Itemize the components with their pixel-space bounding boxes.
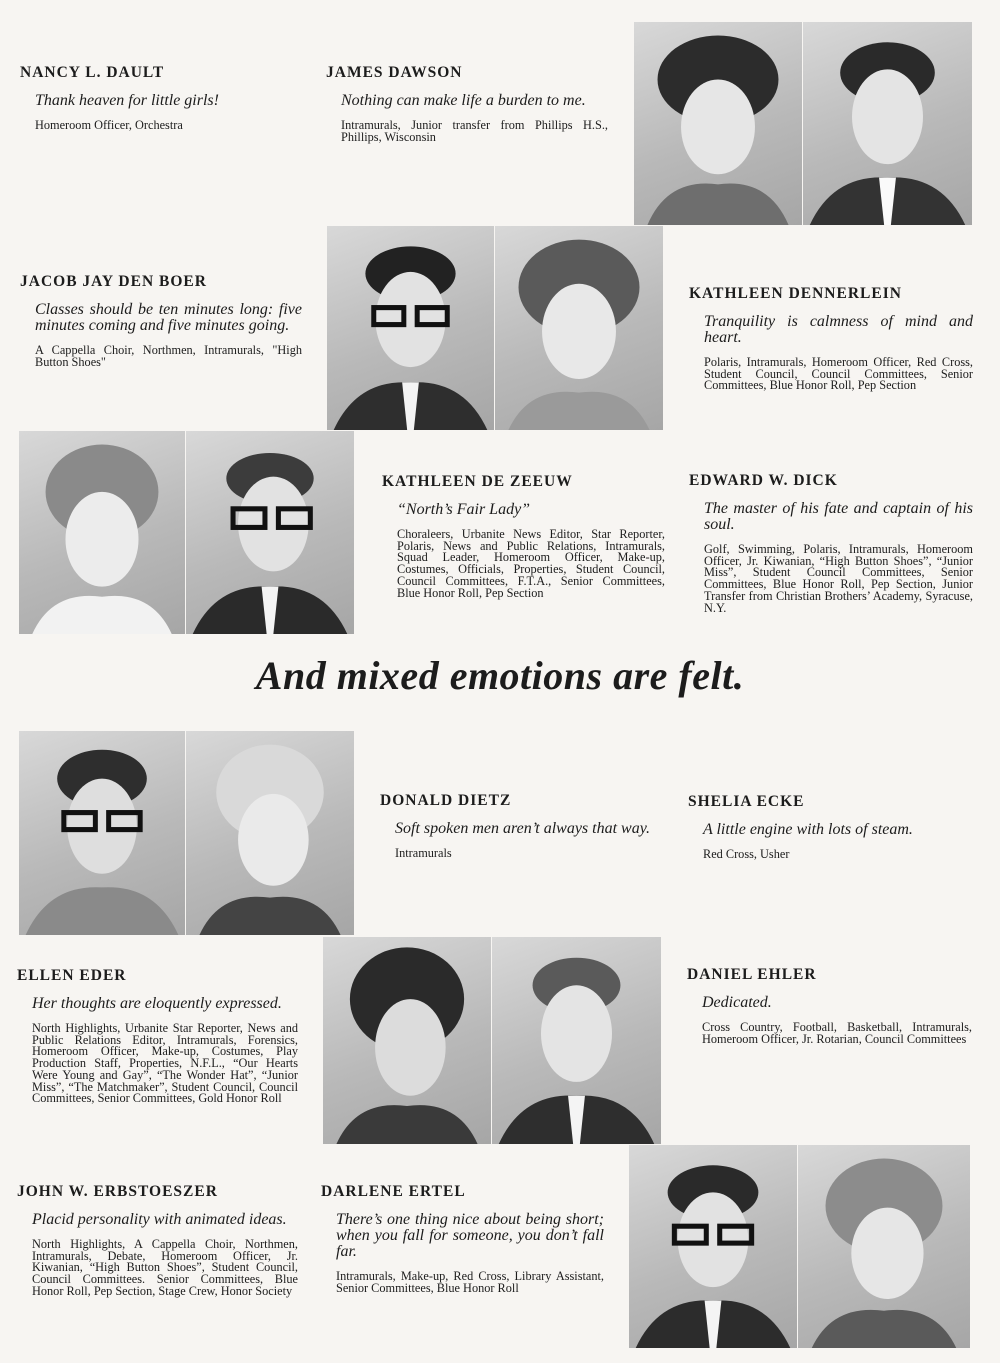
student-activities: Red Cross, Usher	[703, 847, 790, 861]
student-quote: Soft spoken men aren’t always that way.	[395, 820, 650, 837]
student-entry-shelia-ecke	[688, 793, 972, 861]
student-activities: A Cappella Choir, Northmen, Intramurals, "High Button Shoes"	[35, 343, 302, 369]
portrait-photo-ellen-eder	[323, 937, 491, 1144]
student-name: DANIEL EHLER	[687, 966, 817, 983]
student-entry-edward-dick	[689, 472, 973, 614]
student-name: JAMES DAWSON	[326, 64, 463, 81]
portrait-photo-shelia-ecke	[186, 731, 354, 935]
student-activities: Golf, Swimming, Polaris, Intramurals, Homeroom Officer, Jr. Kiwanian, “High Button Shoes”, “Junior Miss”, Student Council Committees, Senior Committees, Blue Honor Roll, Pep Section, Junior Transfer from Christian Brothers’ Academy, Syracuse, N.Y.	[704, 542, 973, 615]
student-name: EDWARD W. DICK	[689, 472, 838, 489]
page-headline: And mixed emotions are felt.	[255, 653, 745, 698]
student-activities: Intramurals, Junior transfer from Phillips H.S., Phillips, Wisconsin	[341, 118, 608, 144]
student-entry-james-dawson	[326, 64, 608, 143]
portrait-photo-edward-dick	[186, 431, 354, 634]
portrait-photo-kathleen-dennerlein	[495, 226, 663, 430]
student-entry-jacob-den-boer	[20, 273, 302, 368]
student-activities: Choraleers, Urbanite News Editor, Star Reporter, Polaris, News and Public Relations, Intramurals, Squad Leader, Homeroom Officer, Make-up, Costumes, Officials, Properties, Student Council, Council Committees, F.T.A., Senior Committees, Blue Honor Roll, Pep Section	[397, 527, 665, 600]
student-quote: Placid personality with animated ideas.	[32, 1211, 287, 1228]
student-entry-kathleen-dennerlein	[689, 285, 973, 392]
student-name: NANCY L. DAULT	[20, 64, 165, 81]
student-activities: Polaris, Intramurals, Homeroom Officer, Red Cross, Student Council, Council Committees, Senior Committees, Blue Honor Roll, Pep Section	[704, 355, 973, 393]
portrait-photo-jacob-den-boer	[327, 226, 494, 430]
student-name: KATHLEEN DE ZEEUW	[382, 473, 573, 490]
student-entry-nancy-dault	[20, 64, 305, 132]
student-name: KATHLEEN DENNERLEIN	[689, 285, 902, 302]
student-quote: Nothing can make life a burden to me.	[341, 92, 586, 109]
student-quote: Dedicated.	[702, 994, 772, 1011]
student-quote: Her thoughts are eloquently expressed.	[32, 995, 282, 1012]
student-entry-donald-dietz	[380, 792, 663, 860]
student-name: JOHN W. ERBSTOESZER	[17, 1183, 218, 1200]
portrait-photo-nancy-dault	[634, 22, 802, 225]
student-entry-kathleen-de-zeeuw	[382, 473, 665, 599]
student-activities: North Highlights, Urbanite Star Reporter, News and Public Relations Editor, Intramurals, Forensics, Homeroom Officer, Make-up, Costumes, Play Production Staff, Properties, N.F.L., “Our Hearts Were Young and Gay”, “The Wonder Hat”, “Junior Miss”, “The Matchmaker”, Student Council, Council Committees, Senior Committees, Gold Honor Roll	[32, 1021, 298, 1106]
portrait-photo-james-dawson	[803, 22, 972, 225]
student-entry-john-erbstoeszer	[17, 1183, 298, 1298]
student-name: SHELIA ECKE	[688, 793, 805, 810]
portrait-photo-donald-dietz	[19, 731, 185, 935]
student-activities: Cross Country, Football, Basketball, Intramurals, Homeroom Officer, Jr. Rotarian, Council Committees	[702, 1020, 972, 1046]
student-quote: There’s one thing nice about being short; when you fall for someone, you don’t fall far.	[336, 1211, 604, 1260]
student-activities: Homeroom Officer, Orchestra	[35, 118, 183, 132]
student-activities: Intramurals, Make-up, Red Cross, Library Assistant, Senior Committees, Blue Honor Roll	[336, 1269, 604, 1295]
student-name: DONALD DIETZ	[380, 792, 512, 809]
student-quote: Classes should be ten minutes long: five minutes coming and five minutes going.	[35, 301, 302, 334]
student-quote: “North’s Fair Lady”	[397, 501, 531, 518]
student-quote: Thank heaven for little girls!	[35, 92, 219, 109]
portrait-photo-john-erbstoeszer	[629, 1145, 797, 1348]
student-quote: A little engine with lots of steam.	[703, 821, 913, 838]
student-entry-ellen-eder	[17, 967, 298, 1105]
student-entry-daniel-ehler	[687, 966, 972, 1045]
student-quote: The master of his fate and captain of his soul.	[704, 500, 973, 533]
portrait-photo-darlene-ertel	[798, 1145, 970, 1348]
student-quote: Tranquility is calmness of mind and heart.	[704, 313, 973, 346]
student-name: JACOB JAY DEN BOER	[20, 273, 207, 290]
student-name: ELLEN EDER	[17, 967, 127, 984]
student-activities: North Highlights, A Cappella Choir, Northmen, Intramurals, Debate, Homeroom Officer, Jr. Kiwanian, “High Button Shoes”, Student Council, Council Committees. Senior Committees, Blue Honor Roll, Pep Section, Stage Crew, Honor Society	[32, 1237, 298, 1298]
student-entry-darlene-ertel	[321, 1183, 604, 1294]
student-activities: Intramurals	[395, 846, 452, 860]
portrait-photo-kathleen-de-zeeuw	[19, 431, 185, 634]
portrait-photo-daniel-ehler	[492, 937, 661, 1144]
student-name: DARLENE ERTEL	[321, 1183, 466, 1200]
